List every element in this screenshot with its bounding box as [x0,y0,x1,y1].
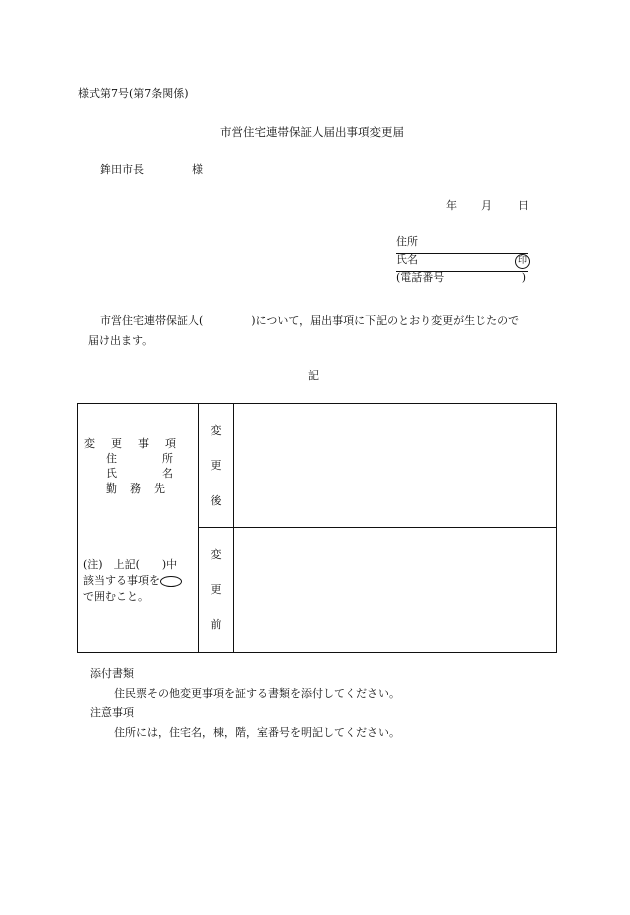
phone-close: ) [521,271,526,284]
after-content-cell[interactable] [234,404,557,528]
body-part2: )について，届出事項に下記のとおり変更が生じたので [251,314,520,327]
applicant-phone-field [396,272,528,289]
form-number: 様式第7号(第7条関係) [78,87,189,100]
before-label: 変 更 前 [199,528,234,653]
change-items-cell [78,404,199,653]
applicant-block [396,236,528,289]
item-name: 氏 名 [106,467,173,480]
body-part1: 市営住宅連帯保証人( [100,314,204,327]
notes-text: 住所には，住宅名，棟，階，室番号を明記してください。 [114,725,400,739]
change-items-header: 変 更 事 項 [84,437,176,450]
addressee [100,164,203,175]
attachments-label: 添付書類 [90,667,134,680]
phone-label: (電話番号 [396,271,445,284]
body-line2: 届け出ます。 [88,334,154,347]
item-workplace: 勤 務 先 [106,482,165,495]
applicant-address-field [396,236,528,254]
address-label: 住所 [396,235,418,248]
change-table [77,403,557,653]
seal-mark: 印 [515,254,530,269]
date-month-label: 月 [481,199,492,212]
date-day-label: 日 [518,199,529,212]
document-title: 市営住宅連帯保証人届出事項変更届 [220,125,404,139]
applicant-name-field [396,254,528,272]
item-address: 住 所 [106,452,173,465]
body-paragraph [88,311,558,351]
before-content-cell[interactable] [234,528,557,653]
addressee-honorific: 様 [192,163,203,176]
ki-heading: 記 [308,369,319,382]
notes-label: 注意事項 [90,706,134,719]
table-note: (注) 上記( )中 該当する事項を で囲むこと。 [83,557,182,605]
oval-mark [160,576,182,587]
addressee-name: 鉾田市長 [100,163,144,176]
attachments-text: 住民票その他変更事項を証する書類を添付してください。 [114,686,400,700]
after-label: 変 更 後 [199,404,234,528]
date-year-label: 年 [446,199,457,212]
name-label: 氏名 [396,253,418,266]
date-line [446,200,529,211]
attachments-section [90,664,400,742]
